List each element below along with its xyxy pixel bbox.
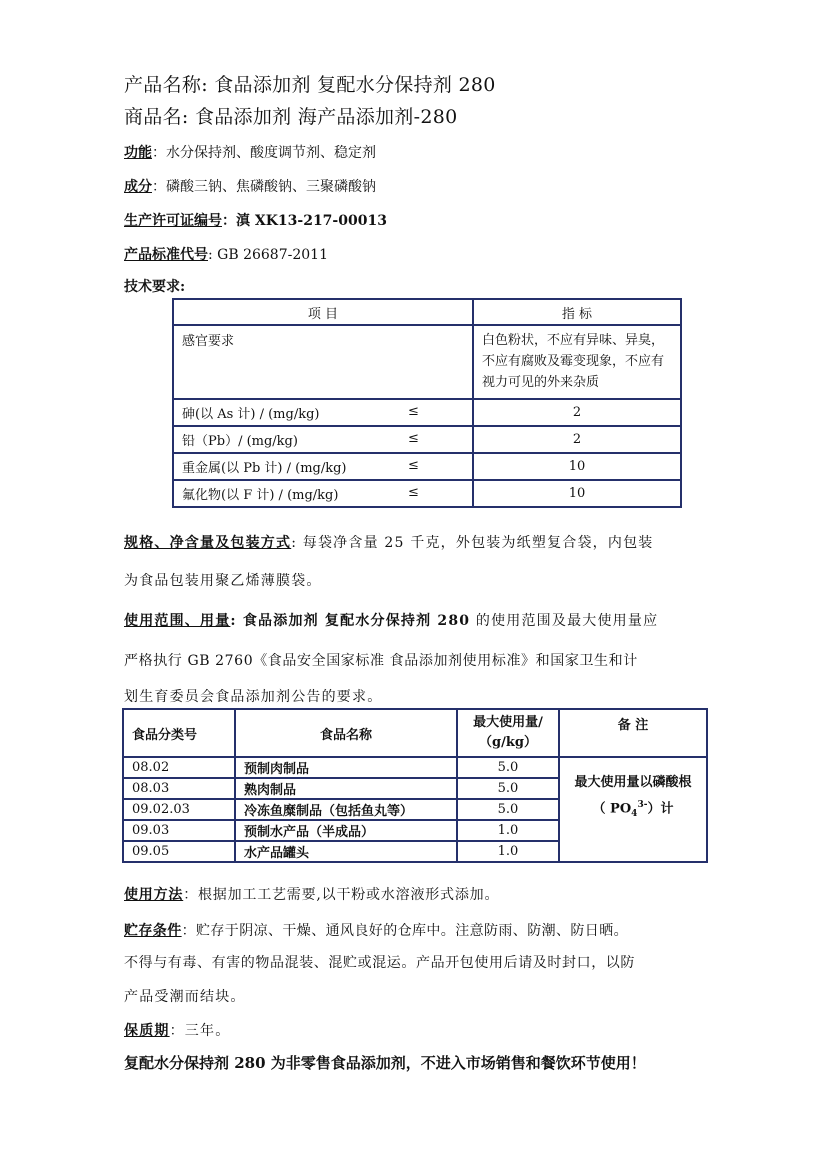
- product-name-label: 产品名称:: [124, 74, 208, 96]
- name-cell: 熟肉制品: [235, 778, 457, 799]
- max-cell: 1.0: [457, 820, 559, 841]
- note-sup: 3-: [637, 800, 648, 811]
- function-label: 功能: [124, 145, 152, 161]
- table-row: [173, 453, 681, 480]
- license-line: [124, 210, 387, 230]
- table-row: [173, 325, 681, 399]
- spec-line-2: [124, 570, 322, 590]
- note-post: ）计: [647, 801, 674, 817]
- product-name-value: 食品添加剂 复配水分保持剂 280: [214, 74, 496, 96]
- storage-line-3: [124, 986, 246, 1006]
- code-cell: 08.03: [123, 778, 235, 799]
- table-header-row: [123, 709, 707, 757]
- method-line: [124, 884, 499, 904]
- name-cell: 冷冻鱼糜制品（包括鱼丸等）: [235, 799, 457, 820]
- trade-name-value: 食品添加剂 海产品添加剂-280: [194, 106, 458, 128]
- function-value: ：水分保持剂、酸度调节剂、稳定剂: [152, 145, 376, 161]
- item-text: 砷(以 As 计) / (mg/kg): [182, 407, 320, 422]
- product-name-line: [124, 70, 496, 97]
- value-cell: 白色粉状，不应有异味、异臭，不应有腐败及霉变现象，不应有视力可见的外来杂质: [473, 325, 681, 399]
- max-cell: 5.0: [457, 778, 559, 799]
- usage-text-1: 的使用范围及最大使用量应: [470, 613, 659, 629]
- item-text: 氟化物(以 F 计) / (mg/kg): [182, 488, 339, 503]
- spec-text-1: : 每袋净含量 25 千克，外包装为纸塑复合袋，内包装: [291, 535, 654, 551]
- usage-text-3: 划生育委员会食品添加剂公告的要求。: [124, 689, 383, 705]
- shelf-label: 保质期: [124, 1023, 170, 1039]
- trade-name-label: 商品名:: [124, 106, 189, 128]
- ingredients-value: ：磷酸三钠、焦磷酸钠、三聚磷酸钠: [152, 179, 376, 195]
- header-max: 最大使用量/（g/kg）: [457, 709, 559, 757]
- item-cell: [173, 399, 473, 426]
- max-cell: 1.0: [457, 841, 559, 862]
- le-symbol: ≤: [408, 431, 419, 446]
- shelf-life-line: [124, 1020, 230, 1040]
- usage-text-bold: : 食品添加剂 复配水分保持剂 280: [230, 613, 471, 629]
- note-sub: 4: [631, 808, 638, 819]
- value-cell: 10: [473, 480, 681, 507]
- table-row: [173, 480, 681, 507]
- statement-text: 复配水分保持剂 280 为非零售食品添加剂，不进入市场销售和餐饮环节使用！: [124, 1054, 646, 1072]
- code-cell: 08.02: [123, 757, 235, 778]
- usage-text-2: 严格执行 GB 2760《食品安全国家标准 食品添加剂使用标准》和国家卫生和计: [124, 653, 638, 669]
- le-symbol: ≤: [408, 458, 419, 473]
- usage-limits-table: [122, 708, 708, 863]
- note-cell: [559, 757, 707, 862]
- license-label: 生产许可证编号: [124, 213, 222, 229]
- method-value: ：根据加工工艺需要,以干粉或水溶液形式添加。: [183, 887, 500, 903]
- storage-text-2: 不得与有毒、有害的物品混装、混贮或混运。产品开包使用后请及时封口，以防: [124, 955, 635, 971]
- trade-name-line: [124, 102, 457, 129]
- value-cell: 2: [473, 426, 681, 453]
- note-pre: （ PO: [592, 801, 632, 817]
- note-line-2: [568, 794, 698, 825]
- usage-line-3: [124, 686, 382, 706]
- storage-line-2: [124, 952, 635, 972]
- method-label: 使用方法: [124, 887, 184, 903]
- max-cell: 5.0: [457, 799, 559, 820]
- header-code: 食品分类号: [123, 709, 235, 757]
- storage-label: 贮存条件: [124, 923, 182, 939]
- item-cell: [173, 426, 473, 453]
- standard-label: 产品标准代号: [124, 247, 208, 263]
- code-cell: 09.02.03: [123, 799, 235, 820]
- usage-line-2: [124, 650, 638, 670]
- spec-text-2: 为食品包装用聚乙烯薄膜袋。: [124, 573, 322, 589]
- value-cell: 2: [473, 399, 681, 426]
- note-line-1: 最大使用量以磷酸根: [574, 775, 692, 791]
- code-cell: 09.05: [123, 841, 235, 862]
- ingredients-label: 成分: [124, 179, 152, 195]
- item-text: 铅（Pb）/ (mg/kg): [182, 434, 298, 449]
- table-header-row: [173, 299, 681, 325]
- storage-text-3: 产品受潮而结块。: [124, 989, 246, 1005]
- storage-text-1: ：贮存于阴凉、干燥、通风良好的仓库中。注意防雨、防潮、防日晒。: [181, 923, 629, 939]
- item-text: 重金属(以 Pb 计) / (mg/kg): [182, 461, 347, 476]
- usage-line-1: [124, 610, 658, 630]
- function-line: [124, 142, 376, 162]
- le-symbol: ≤: [408, 404, 419, 419]
- tech-label-text: 技术要求:: [124, 279, 186, 295]
- name-cell: 水产品罐头: [235, 841, 457, 862]
- table-row: [173, 426, 681, 453]
- code-cell: 09.03: [123, 820, 235, 841]
- table-row: [123, 757, 707, 778]
- item-cell: [173, 453, 473, 480]
- spec-line-1: [124, 532, 653, 552]
- storage-line-1: [124, 920, 628, 940]
- usage-label: 使用范围、用量: [124, 613, 231, 629]
- spec-label: 规格、净含量及包装方式: [124, 535, 292, 551]
- le-symbol: ≤: [408, 485, 419, 500]
- ingredients-line: [124, 176, 376, 196]
- name-cell: 预制水产品（半成品）: [235, 820, 457, 841]
- header-name: 食品名称: [235, 709, 457, 757]
- name-cell: 预制肉制品: [235, 757, 457, 778]
- item-cell: [173, 480, 473, 507]
- header-index: 指 标: [473, 299, 681, 325]
- table-row: [173, 399, 681, 426]
- license-value: ：滇 XK13-217-00013: [222, 213, 387, 229]
- header-item: 项 目: [173, 299, 473, 325]
- header-note: 备 注: [559, 709, 707, 757]
- max-cell: 5.0: [457, 757, 559, 778]
- standard-line: [124, 244, 328, 264]
- non-retail-statement: [124, 1052, 646, 1073]
- standard-value: : GB 26687-2011: [208, 247, 328, 263]
- tech-requirements-label: [124, 276, 185, 296]
- tech-requirements-table: [172, 298, 682, 508]
- shelf-value: ：三年。: [169, 1023, 231, 1039]
- value-cell: 10: [473, 453, 681, 480]
- item-cell: 感官要求: [173, 325, 473, 399]
